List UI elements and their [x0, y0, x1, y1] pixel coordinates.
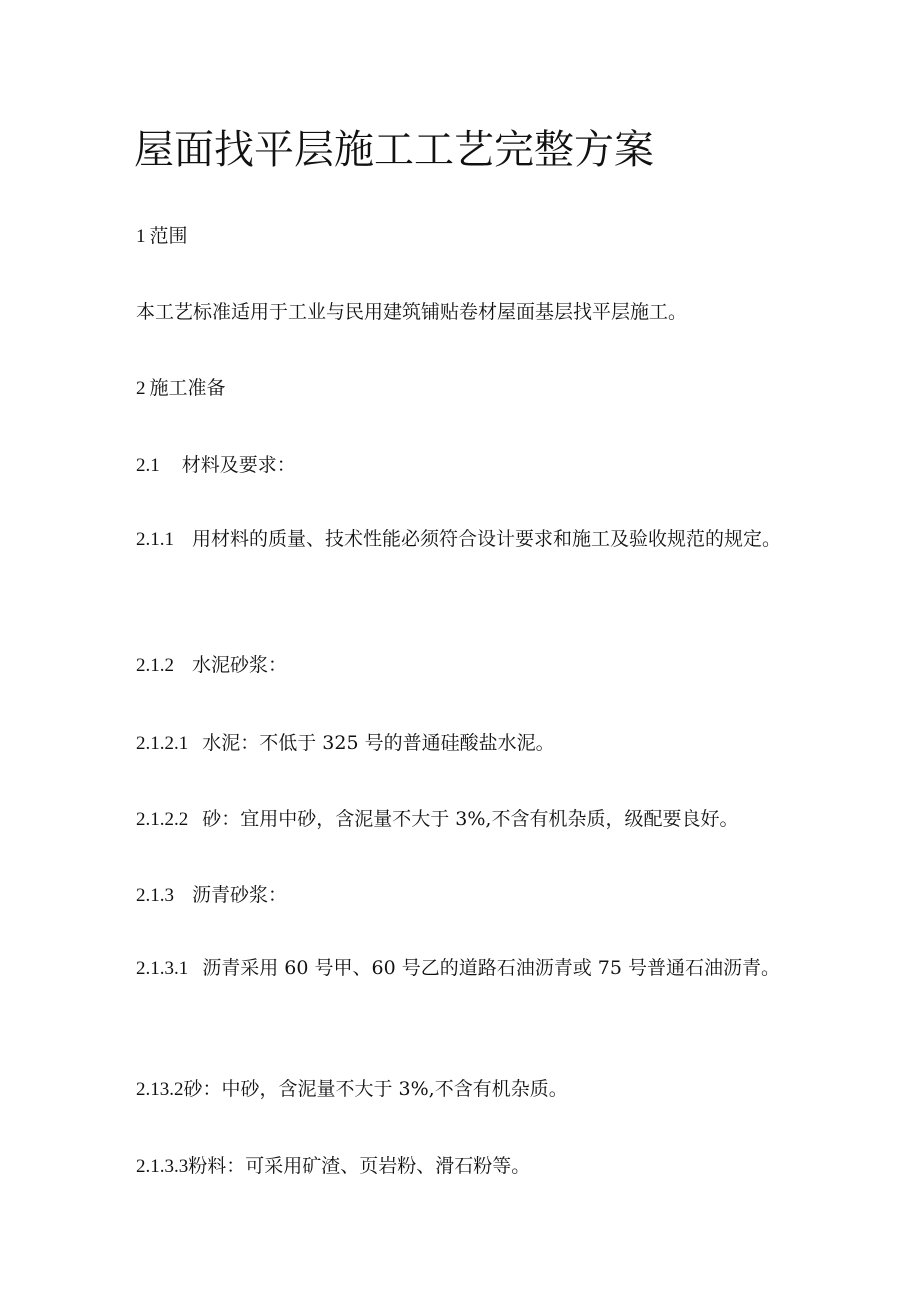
section-text: 水泥：不低于 325 号的普通硅酸盐水泥。 [202, 732, 555, 754]
section-number: 2 [136, 378, 146, 399]
section-number: 2.1.3 [136, 885, 174, 906]
section-number: 2.13.2 [136, 1079, 184, 1100]
section-text: 沥青采用 60 号甲、60 号乙的道路石油沥青或 75 号普通石油沥青。 [202, 957, 780, 979]
section-heading-1 [136, 222, 796, 251]
section-2-1-3-1 [136, 942, 786, 995]
section-2-1-1 [136, 513, 786, 566]
section-text: 砂：中砂，含泥量不大于 3%,不含有机杂质。 [183, 1078, 568, 1100]
section-2-13-2 [136, 1075, 796, 1104]
section-2-1-2 [136, 651, 796, 680]
section-text: 用材料的质量、技术性能必须符合设计要求和施工及验收规范的规定。 [192, 528, 782, 550]
section-text: 范围 [149, 225, 188, 247]
section-heading-2 [136, 374, 796, 403]
section-number: 2.1 [136, 455, 160, 476]
section-number: 2.1.3.1 [136, 958, 189, 979]
section-2-1-3-3 [136, 1152, 796, 1181]
section-2-1-2-2 [136, 805, 796, 834]
paragraph-scope [136, 298, 796, 326]
section-text: 施工准备 [149, 377, 226, 399]
section-number: 1 [136, 226, 146, 247]
section-2-1 [136, 451, 796, 480]
section-number: 2.1.2.2 [136, 809, 189, 830]
section-text: 材料及要求： [181, 454, 296, 476]
document-title: 屋面找平层施工工艺完整方案 [134, 127, 654, 173]
section-text: 粉料：可采用矿渣、页岩粉、滑石粉等。 [188, 1155, 531, 1177]
section-text: 沥青砂浆： [192, 884, 288, 906]
section-number: 2.1.3.3 [136, 1156, 189, 1177]
section-number: 2.1.2 [136, 655, 174, 676]
section-text: 砂：宜用中砂，含泥量不大于 3%,不含有机杂质，级配要良好。 [202, 808, 739, 830]
section-2-1-2-1 [136, 729, 796, 758]
section-number: 2.1.2.1 [136, 733, 189, 754]
section-2-1-3 [136, 881, 796, 910]
section-number: 2.1.1 [136, 529, 174, 550]
paragraph-text: 本工艺标准适用于工业与民用建筑铺贴卷材屋面基层找平层施工。 [136, 301, 688, 323]
section-text: 水泥砂浆： [192, 654, 288, 676]
